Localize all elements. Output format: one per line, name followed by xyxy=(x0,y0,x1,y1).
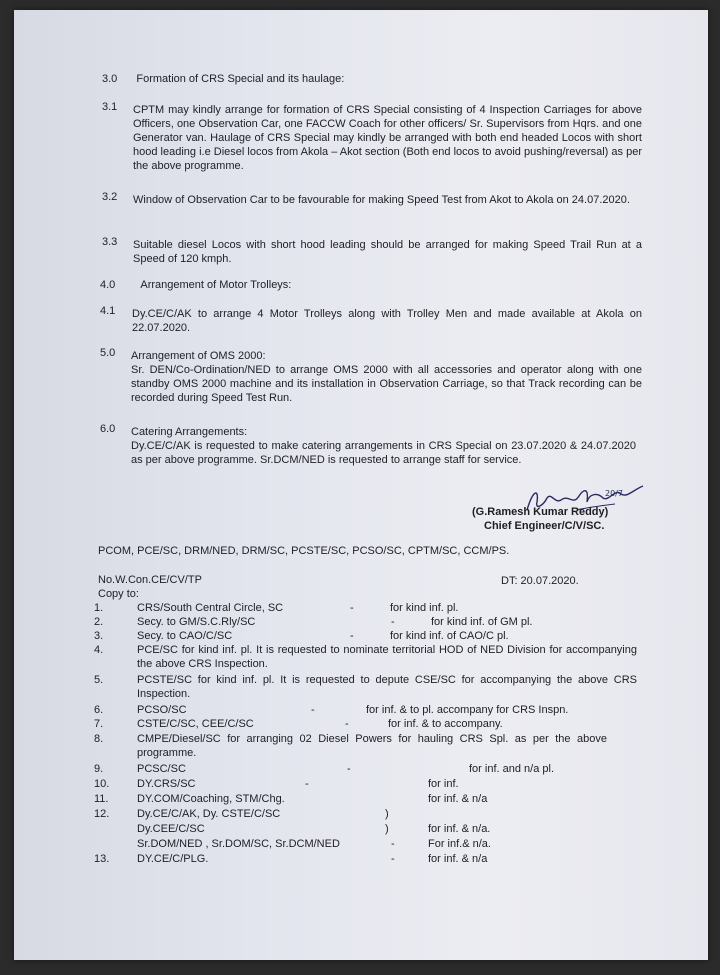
section-number: 5.0 xyxy=(100,347,116,359)
section-text: Window of Observation Car to be favourable for making Speed Test from Akot to Akola on 24.07.2020. xyxy=(133,194,630,206)
copy-number: 3. xyxy=(94,630,104,642)
copy-dash: - xyxy=(350,630,354,642)
copy-recipient: PCSC/SC xyxy=(137,763,186,775)
section-number: 6.0 xyxy=(100,423,116,435)
copy-recipient: DY.CE/C/PLG. xyxy=(137,853,209,865)
distribution-list: PCOM, PCE/SC, DRM/NED, DRM/SC, PCSTE/SC, PCSO/SC, CPTM/SC, CCM/PS. xyxy=(98,545,510,557)
copy-purpose: for inf. xyxy=(428,778,459,790)
section-3-0 xyxy=(102,72,344,86)
signatory-designation: Chief Engineer/C/V/SC. xyxy=(484,520,605,532)
copy-dash: - xyxy=(305,778,309,790)
section-text: Dy.CE/C/AK to arrange 4 Motor Trolleys along with Trolley Men and made available at Akola on 22.07.2020. xyxy=(132,308,642,334)
section-number: 3.3 xyxy=(102,236,118,248)
copy-number: 4. xyxy=(94,644,104,656)
copy-number: 1. xyxy=(94,602,104,614)
copy-purpose: for inf. & n/a. xyxy=(428,823,491,835)
section-text: Dy.CE/C/AK is requested to make catering arrangements in CRS Special on 23.07.2020 & 24.07.2020 as per above programme. Sr.DCM/NED is requested to arrange staff for service. xyxy=(131,440,636,466)
copy-bracket: ) xyxy=(385,823,389,835)
copy-recipient: CSTE/C/SC, CEE/C/SC xyxy=(137,718,254,730)
copy-dash: - xyxy=(391,838,395,850)
section-number: 3.2 xyxy=(102,191,118,203)
copy-purpose: for inf. & to pl. accompany for CRS Inspn. xyxy=(366,704,569,716)
signatory-name: (G.Ramesh Kumar Reddy) xyxy=(472,506,609,518)
copy-to-label: Copy to: xyxy=(98,588,139,600)
section-text: Sr. DEN/Co-Ordination/NED to arrange OMS 2000 with all accessories and operator along with one standby OMS 2000 machine and its installation in Observation Carriage, so that Track recording can be recorded during Speed Test Run. xyxy=(131,364,642,404)
signature-date-scribble: 20/7 xyxy=(605,489,623,498)
copy-purpose: for inf. & n/a xyxy=(428,853,488,865)
copy-recipient: Dy.CE/C/AK, Dy. CSTE/C/SC xyxy=(137,808,281,820)
copy-recipient: PCE/SC for kind inf. pl. It is requested to nominate territorial HOD of NED Division for accompanying the above CRS Inspection. xyxy=(137,644,637,670)
section-heading: Catering Arrangements: xyxy=(131,426,248,438)
copy-number: 6. xyxy=(94,704,104,716)
reference-number: No.W.Con.CE/CV/TP xyxy=(98,574,202,586)
copy-dash: - xyxy=(391,853,395,865)
copy-dash: - xyxy=(347,763,351,775)
copy-dash: - xyxy=(391,616,395,628)
copy-number: 5. xyxy=(94,674,104,686)
copy-number: 2. xyxy=(94,616,104,628)
copy-recipient: Secy. to CAO/C/SC xyxy=(137,630,233,642)
section-number: 3.1 xyxy=(102,101,118,113)
copy-purpose: for inf. & n/a xyxy=(428,793,488,805)
copy-number: 11. xyxy=(94,793,109,805)
section-text: Suitable diesel Locos with short hood leading should be arranged for making Speed Trail Run at a Speed of 120 kmph. xyxy=(133,239,642,265)
section-number: 4.1 xyxy=(100,305,116,317)
copy-number: 9. xyxy=(94,763,104,775)
copy-recipient: Sr.DOM/NED , Sr.DOM/SC, Sr.DCM/NED xyxy=(137,838,340,850)
letter-date: DT: 20.07.2020. xyxy=(501,575,579,587)
section-4-0 xyxy=(100,278,291,292)
copy-recipient: CMPE/Diesel/SC for arranging 02 Diesel Powers for hauling CRS Spl. as per the above programme. xyxy=(137,733,607,759)
copy-purpose: for kind inf. of GM pl. xyxy=(431,616,533,628)
section-heading: Formation of CRS Special and its haulage: xyxy=(136,73,345,85)
copy-recipient: DY.COM/Coaching, STM/Chg. xyxy=(137,793,285,805)
copy-dash: - xyxy=(345,718,349,730)
copy-number: 10. xyxy=(94,778,110,790)
section-number: 4.0 xyxy=(100,279,116,291)
copy-bracket: ) xyxy=(385,808,389,820)
document-page xyxy=(14,10,708,960)
section-number: 3.0 xyxy=(102,73,118,85)
copy-purpose: for kind inf. pl. xyxy=(390,602,459,614)
copy-recipient: Secy. to GM/S.C.Rly/SC xyxy=(137,616,256,628)
copy-recipient: PCSTE/SC for kind inf. pl. It is requested to depute CSE/SC for accompanying the above CRS Inspection. xyxy=(137,674,637,700)
copy-purpose: For inf.& n/a. xyxy=(428,838,491,850)
copy-dash: - xyxy=(311,704,315,716)
copy-recipient: DY.CRS/SC xyxy=(137,778,196,790)
copy-number: 13. xyxy=(94,853,110,865)
copy-recipient: Dy.CEE/C/SC xyxy=(137,823,205,835)
copy-purpose: for kind inf. of CAO/C pl. xyxy=(390,630,509,642)
signature-block xyxy=(472,505,608,533)
copy-number: 12. xyxy=(94,808,110,820)
copy-dash: - xyxy=(350,602,354,614)
copy-recipient: PCSO/SC xyxy=(137,704,187,716)
copy-number: 7. xyxy=(94,718,104,730)
copy-recipient: CRS/South Central Circle, SC xyxy=(137,602,284,614)
copy-number: 8. xyxy=(94,733,104,745)
section-heading: Arrangement of Motor Trolleys: xyxy=(140,279,292,291)
section-heading: Arrangement of OMS 2000: xyxy=(131,350,266,362)
section-text: CPTM may kindly arrange for formation of CRS Special consisting of 4 Inspection Carriages for above Officers, one Observation Car, one FACCW Coach for other officers/ Sr. Supervisors from Hqrs. and one Generator van. Haulage of CRS Special may kindly be arranged with both end headed Locos with short hood leading i.e Diesel locos from Akola – Akot section (Both end locos to avoid pushing/reversal) as per the above programme. xyxy=(133,104,642,172)
copy-purpose: for inf. and n/a pl. xyxy=(469,763,554,775)
copy-purpose: for inf. & to accompany. xyxy=(388,718,503,730)
